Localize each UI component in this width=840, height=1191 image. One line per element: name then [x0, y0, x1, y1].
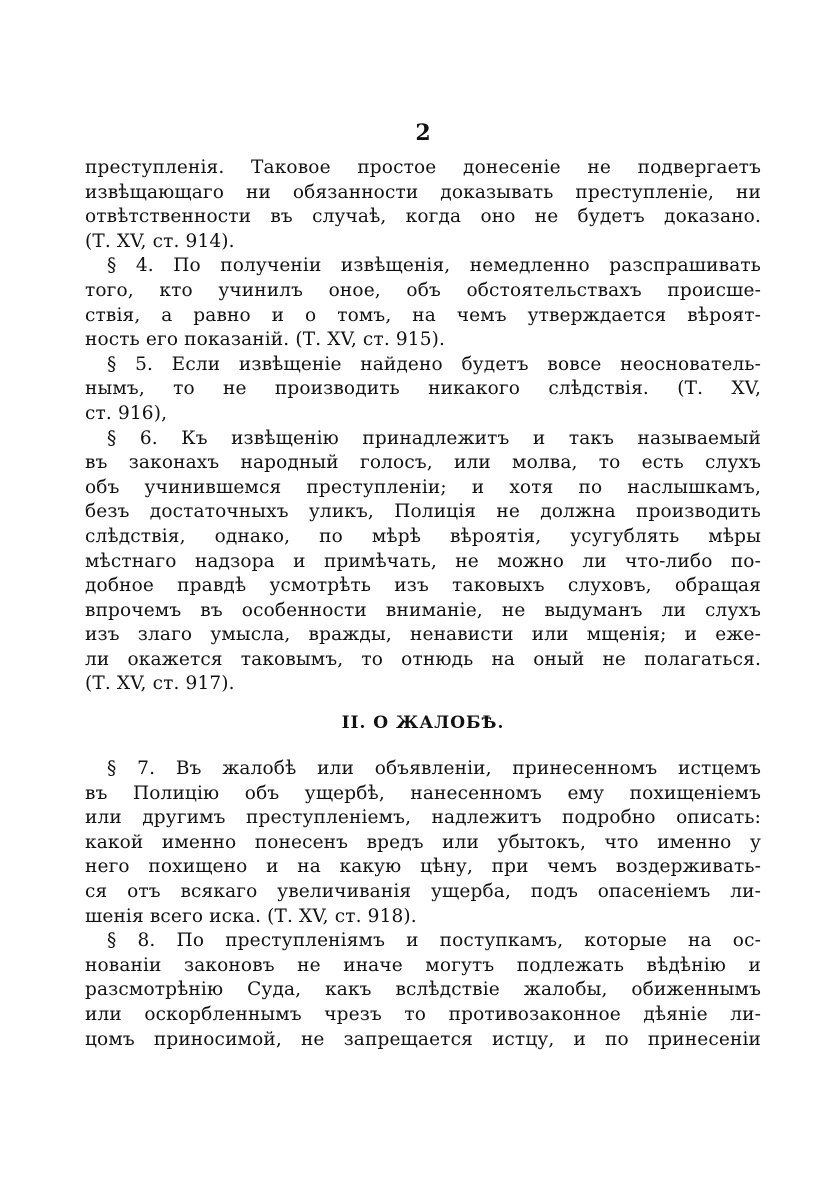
text-line: слѣдствія, однако, по мѣрѣ вѣроятія, усугублять мѣры — [85, 525, 761, 547]
paragraph-section-5 — [85, 353, 761, 427]
text-line: § 8. По преступленіямъ и поступкамъ, которые на ос- — [107, 930, 761, 952]
paragraph-section-7 — [85, 757, 761, 929]
text-line: добное правдѣ усмотрѣть изъ таковыхъ слуховъ, обращая — [85, 575, 761, 597]
text-line: впрочемъ въ особенности вниманіе, не выдуманъ ли слухъ — [85, 599, 761, 621]
text-line: въ законахъ народный голосъ, или молва, то есть слухъ — [85, 452, 761, 474]
paragraph-section-6 — [85, 427, 761, 698]
text-line: какой именно понесенъ вредъ или убытокъ, что именно у — [85, 831, 761, 853]
text-line: мѣстнаго надзора и примѣчать, не можно ли что-либо по- — [85, 550, 761, 572]
text-line: того, кто учинилъ оное, объ обстоятельствахъ происше- — [85, 279, 761, 301]
text-line: объ учинившемся преступленіи; и хотя по наслышкамъ, — [85, 476, 761, 498]
text-line: или оскорбленнымъ чрезъ то противозаконное дѣяніе ли- — [85, 1004, 761, 1025]
text-line: извѣщающаго ни обязанности доказывать преступленіе, ни — [85, 181, 761, 203]
text-line: § 7. Въ жалобѣ или объявленіи, принесенномъ истцемъ — [107, 758, 761, 780]
text-line: цомъ приносимой, не запрещается истцу, и по принесеніи — [85, 1028, 761, 1050]
text-line: ствія, а равно и о томъ, на чемъ утверждается вѣроят- — [85, 304, 761, 326]
text-line: нымъ, то не производить никакого слѣдствія. (Т. XV, — [85, 378, 761, 400]
text-line: шенія всего иска. (Т. XV, ст. 918). — [85, 905, 417, 927]
text-line: (Т. XV, ст. 917). — [85, 673, 235, 695]
text-line: § 5. Если извѣщеніе найдено будетъ вовсе неоснователь- — [107, 353, 761, 375]
text-line: § 6. Къ извѣщенію принадлежитъ и такъ называемый — [107, 427, 761, 449]
text-line: безъ достаточныхъ уликъ, Полиція не должна производить — [85, 501, 761, 523]
text-line: ся отъ всякаго увеличиванія ущерба, подъ опасеніемъ ли- — [85, 881, 761, 903]
text-line: отвѣтственности въ случаѣ, когда оно не будетъ доказано. — [85, 206, 761, 228]
text-line: нованіи законовъ не иначе могутъ подлежать вѣдѣнію и — [85, 954, 761, 976]
text-line: или другимъ преступленіемъ, надлежитъ подробно описать: — [85, 807, 761, 829]
text-line: (Т. XV, ст. 914). — [85, 230, 235, 252]
text-line: преступленія. Таковое простое донесеніе не подвергаетъ — [85, 157, 761, 178]
text-line: § 4. По полученіи извѣщенія, немедленно разспрашивать — [107, 255, 761, 277]
text-line: ли окажется таковымъ, то отнюдь на оный не полагаться. — [85, 648, 761, 670]
text-line: въ Полицію объ ущербѣ, нанесенномъ ему похищеніемъ — [85, 782, 761, 804]
text-line: разсмотрѣнію Суда, какъ вслѣдствіе жалобы, обиженнымъ — [85, 979, 761, 1001]
paragraph-section-8 — [85, 929, 761, 1052]
text-line: ст. 916), — [85, 402, 168, 424]
page-number: 2 — [415, 120, 431, 146]
paragraph-section-4 — [85, 254, 761, 352]
text-line: ность его показаній. (Т. XV, ст. 915). — [85, 329, 446, 351]
paragraph-continuation — [85, 156, 761, 254]
section-heading: II. О ЖАЛОБѢ. — [341, 713, 505, 734]
text-line: него похищено и на какую цѣну, при чемъ воздерживать- — [85, 856, 761, 878]
text-line: изъ злаго умысла, вражды, ненависти или мщенія; и еже- — [85, 624, 761, 646]
document-page — [85, 118, 761, 1052]
